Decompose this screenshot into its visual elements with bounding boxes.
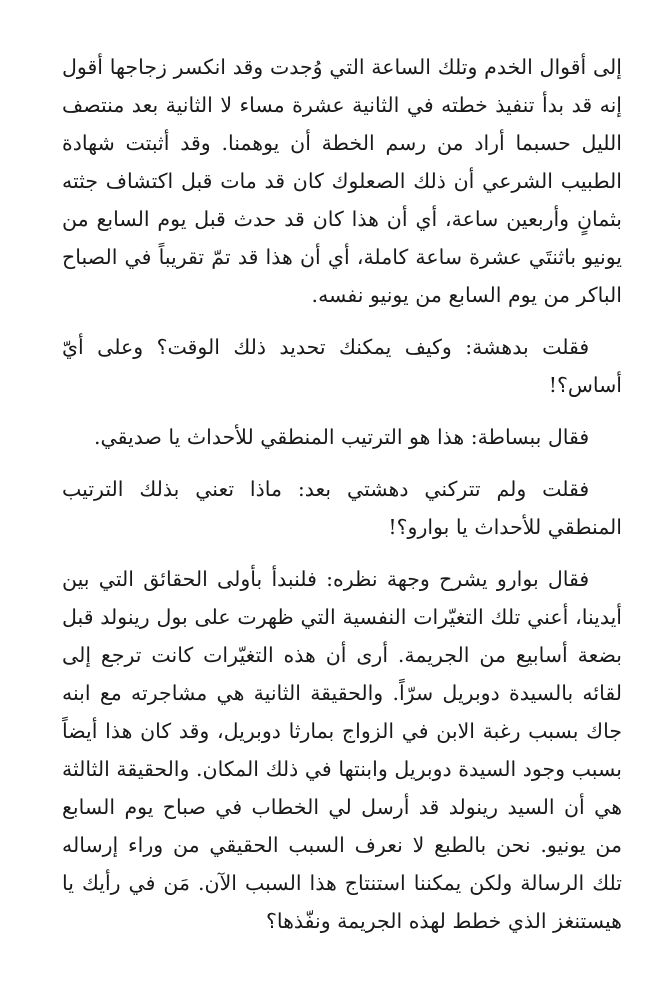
paragraph-question: فقلت بدهشة: وكيف يمكنك تحديد ذلك الوقت؟ وعلى أيّ أساس؟! <box>62 335 622 397</box>
book-page <box>62 48 622 954</box>
paragraph-reply: فقال ببساطة: هذا هو الترتيب المنطقي للأحداث يا صديقي. <box>94 425 590 449</box>
paragraph-continuation: إلى أقوال الخدم وتلك الساعة التي وُجدت وقد انكسر زجاجها أقول إنه قد بدأ تنفيذ خطته في الثانية عشرة مساء لا الثانية بعد منتصف الليل حسبما أراد من رسم الخطة أن يوهمنا. وقد أثبتت شهادة الطبيب الشرعي أن ذلك الصعلوك كان قد مات قبل اكتشاف جثته بثمانٍ وأربعين ساعة، أي أن هذا كان قد حدث قبل يوم السابع من يونيو باثنتَي عشرة ساعة كاملة، أي أن هذا قد تمّ تقريباً في الصباح الباكر من يوم السابع من يونيو نفسه. <box>62 55 622 307</box>
paragraph-followup-question: فقلت ولم تتركني دهشتي بعد: ماذا تعني بذلك الترتيب المنطقي للأحداث يا بوارو؟! <box>62 477 622 539</box>
paragraph-explanation: فقال بوارو يشرح وجهة نظره: فلنبدأ بأولى الحقائق التي بين أيدينا، أعني تلك التغيّرات النفسية التي ظهرت على بول رينولد قبل بضعة أسابيع من الجريمة. أرى أن هذه التغيّرات كانت ترجع إلى لقائه بالسيدة دوبريل سرّاً. والحقيقة الثانية هي مشاجرته مع ابنه جاك بسبب رغبة الابن في الزواج بمارثا دوبريل، وقد كان هذا أيضاً بسبب وجود السيدة دوبريل وابنتها في ذلك المكان. والحقيقة الثالثة هي أن السيد رينولد قد أرسل لي الخطاب في صباح يوم السابع من يونيو. نحن بالطبع لا نعرف السبب الحقيقي من وراء إرساله تلك الرسالة ولكن يمكننا استنتاج هذا السبب الآن. مَن في رأيك يا هيستنغز الذي خطط لهذه الجريمة ونفّذها؟ <box>62 567 622 933</box>
